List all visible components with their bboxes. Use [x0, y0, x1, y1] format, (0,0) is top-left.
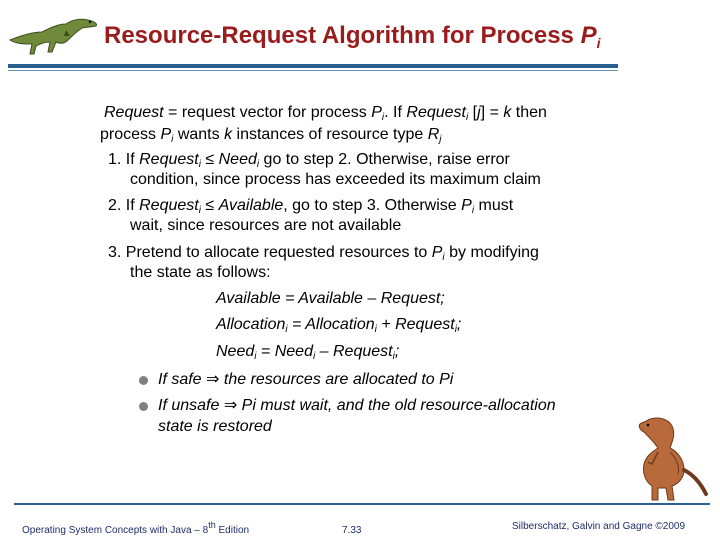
- bullet-unsafe-line-1: If unsafe ⇒ Pi must wait, and the old resource-allocation: [158, 397, 556, 414]
- title-divider: [8, 64, 618, 68]
- dinosaur-logo-top: [6, 10, 102, 58]
- step-3-line-1: 3. Pretend to allocate requested resources to $P_i$ by modifying: [108, 244, 539, 263]
- equation-need: Need$_i$ = Need$_i$ – Request$_i$;: [216, 343, 400, 362]
- bullet-safe: If safe ⇒ the resources are allocated to Pi: [158, 371, 454, 388]
- step-3-line-2: the state as follows:: [130, 264, 271, 281]
- equation-available: Available = Available – Request;: [216, 290, 445, 307]
- bullet-unsafe-line-2: state is restored: [158, 418, 272, 435]
- footer-page-number: 7.33: [342, 525, 362, 536]
- step-2-line-2: wait, since resources are not available: [130, 217, 402, 234]
- slide-title: Resource-Request Algorithm for Process $P_i$: [104, 22, 601, 51]
- step-2-line-1: 2. If Request$_i$ ≤ Available, go to step 3. Otherwise $P_i$ must: [108, 197, 514, 216]
- footer-authors: Silberschatz, Galvin and Gagne ©2009: [512, 521, 686, 532]
- intro-line-1: Request = request vector for process $P_i$. If Request$_i$ [j] = k then: [104, 104, 547, 123]
- step-1-line-2: condition, since process has exceeded its maximum claim: [130, 171, 541, 188]
- title-divider-thin: [8, 70, 618, 71]
- equation-allocation: Allocation$_i$ = Allocation$_i$ + Request$_i$;: [216, 316, 462, 335]
- footer-book-title: Operating System Concepts with Java – 8th Edition: [22, 520, 250, 536]
- step-1-line-1: 1. If Request$_i$ ≤ Need$_i$ go to step 2. Otherwise, raise error: [108, 151, 510, 170]
- bullet-dot-unsafe: [139, 402, 148, 411]
- intro-line-2: process $P_i$ wants k instances of resource type $R_j$: [100, 126, 442, 145]
- footer-divider: [14, 503, 710, 505]
- dinosaur-logo-bottom: [618, 412, 710, 504]
- bullet-dot-safe: [139, 376, 148, 385]
